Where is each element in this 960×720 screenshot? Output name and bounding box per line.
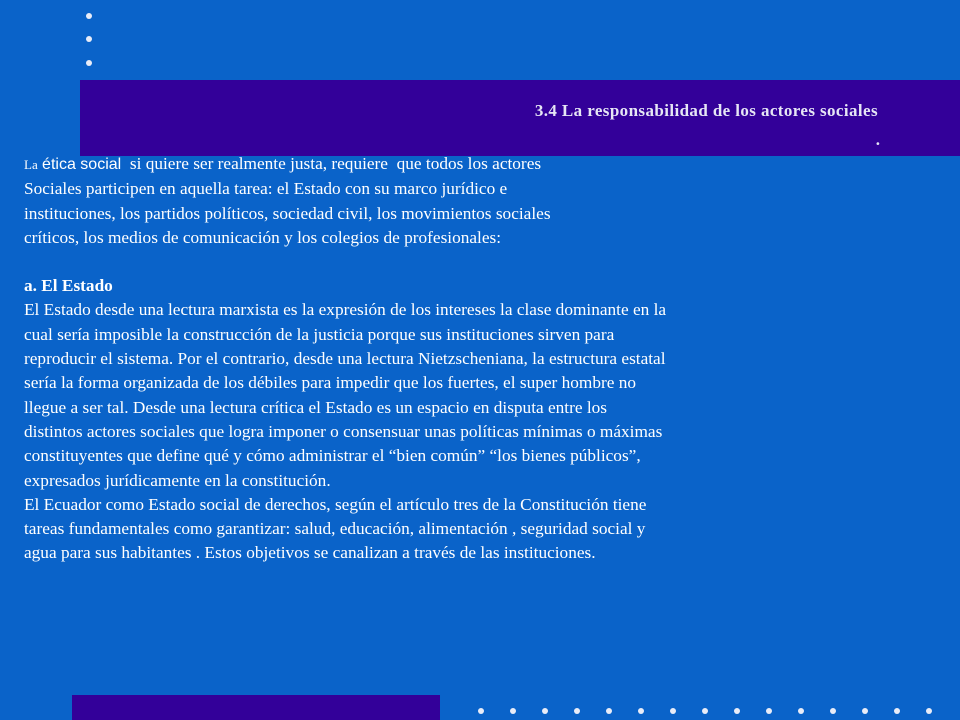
body-line: reproducir el sistema. Por el contrario, desde una lectura Nietzscheniana, la estructura estatal [24, 349, 666, 369]
intro-line1-rest: si quiere ser realmente justa, requiere que todos los actores [121, 154, 542, 173]
body-line: El Estado desde una lectura marxista es la expresión de los intereses la clase dominante en la [24, 300, 667, 320]
bullet-dot [86, 60, 92, 66]
bullet-dot [478, 708, 484, 714]
body-line: agua para sus habitantes . Estos objetivos se canalizan a través de las instituciones. [24, 543, 596, 563]
bullet-dot [638, 708, 644, 714]
bullet-dot [734, 708, 740, 714]
intro-sans-word: ética social [42, 156, 122, 173]
intro-line [24, 152, 844, 177]
body-line: sería la forma organizada de los débiles para impedir que los fuertes, el super hombre no [24, 373, 636, 393]
bullet-dot [86, 13, 92, 19]
bullet-dot [574, 708, 580, 714]
body-line: distintos actores sociales que logra imponer o consensuar unas políticas mínimas o máximas [24, 421, 663, 441]
intro-line: críticos, los medios de comunicación y los colegios de profesionales: [24, 227, 502, 247]
body-line: llegue a ser tal. Desde una lectura crítica el Estado es un espacio en disputa entre los [24, 397, 608, 417]
bullet-dot [542, 708, 548, 714]
bullet-dot [510, 708, 516, 714]
bullet-dot [926, 708, 932, 714]
bottom-band [72, 695, 440, 720]
slide-title: 3.4 La responsabilidad de los actores sociales [534, 101, 878, 120]
body-line: tareas fundamentales como garantizar: salud, educación, alimentación , seguridad social y [24, 519, 646, 539]
slide-content [24, 152, 844, 566]
bullet-dot [670, 708, 676, 714]
bullet-dot [702, 708, 708, 714]
bullet-dot [894, 708, 900, 714]
section-heading: a. El Estado [24, 276, 113, 296]
title-trailing-dot: . [875, 130, 880, 149]
bullet-dot [606, 708, 612, 714]
intro-line: instituciones, los partidos políticos, sociedad civil, los movimientos sociales [24, 203, 551, 223]
bullet-dot [86, 36, 92, 42]
body-line: cual sería imposible la construcción de la justicia porque sus instituciones sirven para [24, 324, 615, 344]
bullet-dot [830, 708, 836, 714]
paragraph-gap [24, 250, 844, 274]
body-line: El Ecuador como Estado social de derechos, según el artículo tres de la Constitución tiene [24, 494, 647, 514]
title-band [80, 80, 960, 156]
bullet-dot [798, 708, 804, 714]
body-line: constituyentes que define qué y cómo administrar el “bien común” “los bienes públicos”, [24, 446, 641, 466]
bullet-dot [766, 708, 772, 714]
intro-line: Sociales participen en aquella tarea: el Estado con su marco jurídico e [24, 179, 508, 199]
bullet-dot [862, 708, 868, 714]
intro-prefix: La [24, 157, 38, 172]
body-line: expresados jurídicamente en la constitución. [24, 470, 331, 490]
